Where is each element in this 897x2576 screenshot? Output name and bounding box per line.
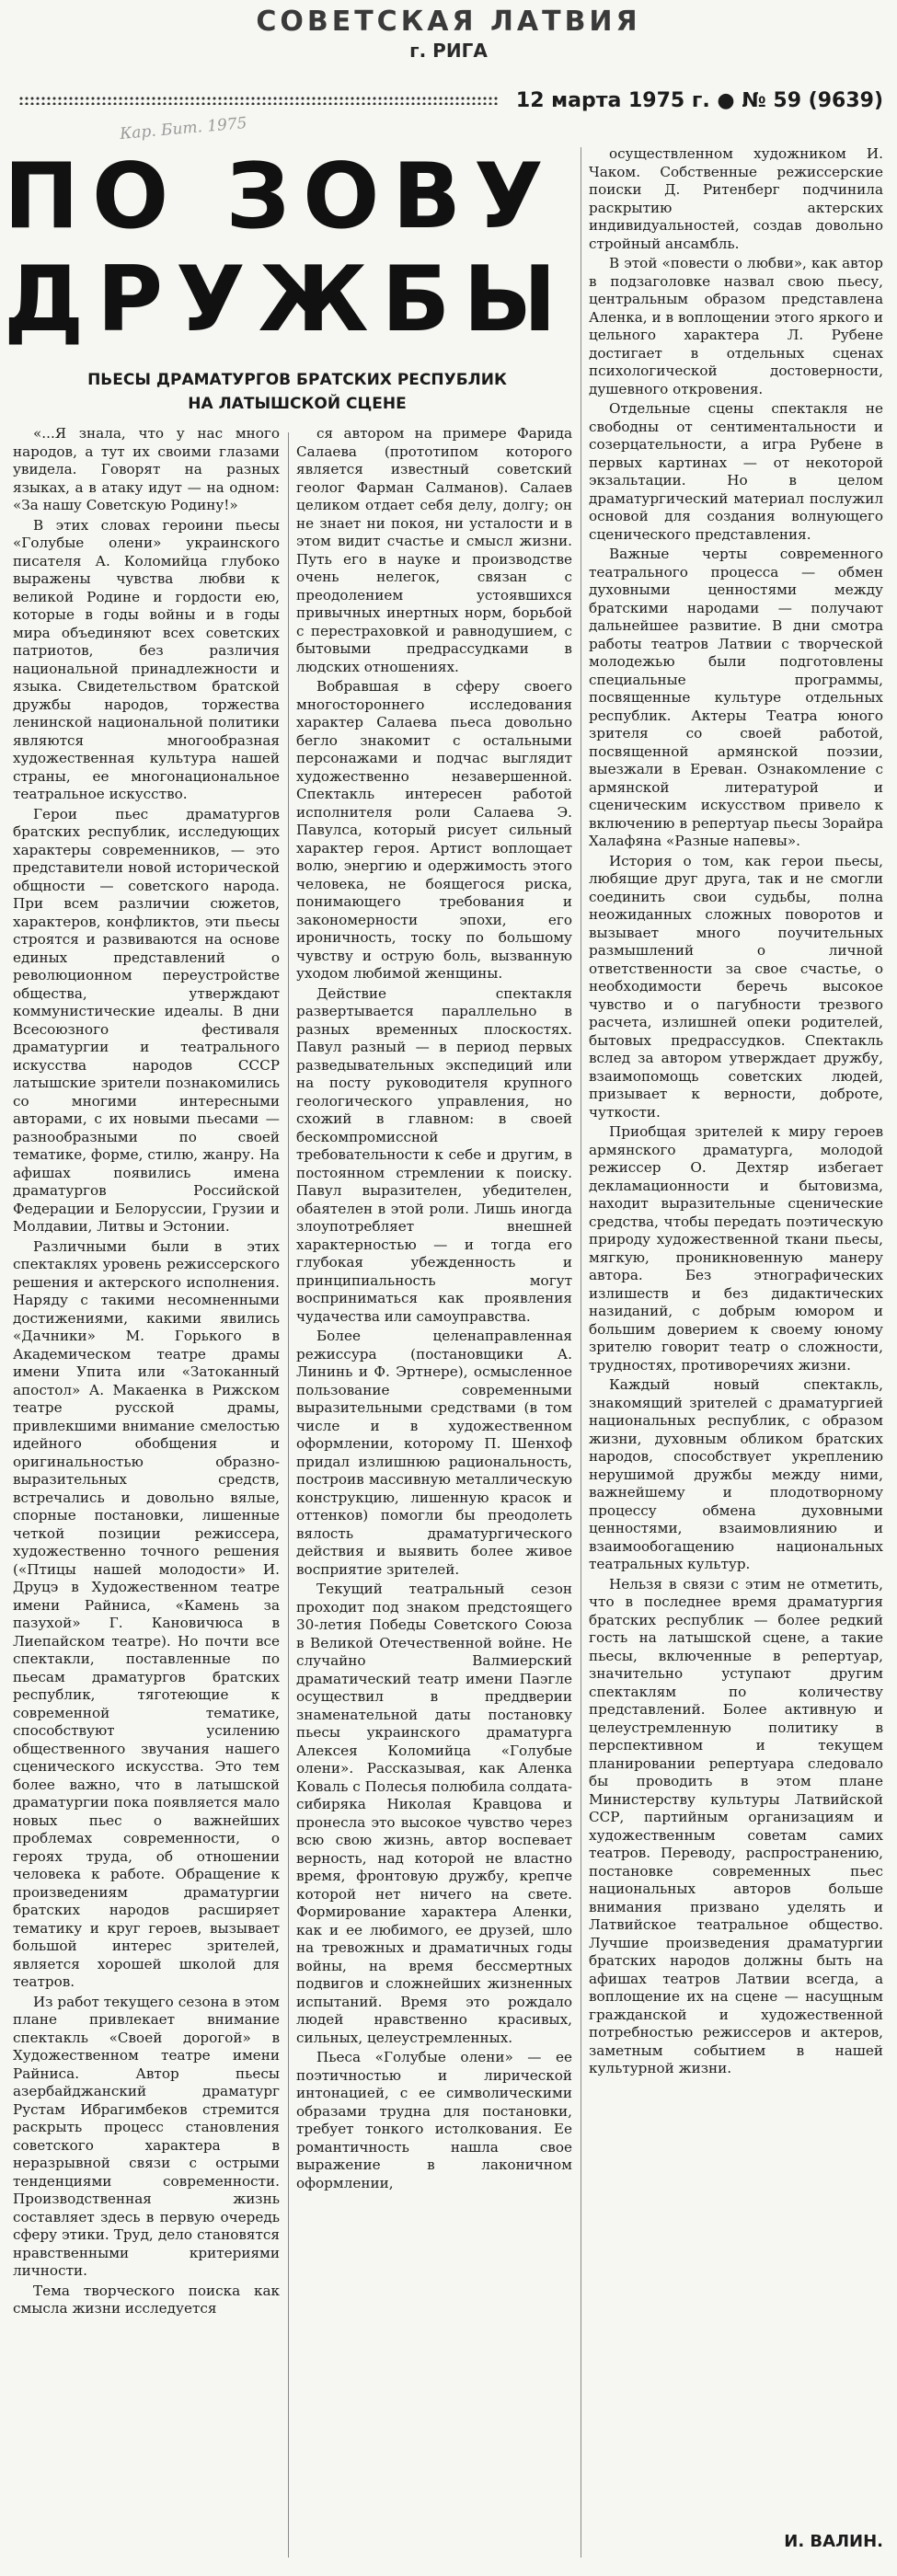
paragraph: Герои пьес драматургов братских республик, исследующих характеры современников, — это представители новой исторической общности — советского народа. При всем различии сюжетов, характеров, конфликтов, эти пьесы строятся и развиваются на основе единых представлений о революционном переустройстве общества, утверждают коммунистические идеалы. В дни Всесоюзного фестиваля драматургии и театрального искусства народов СССР латышские зрители познакомились со многими интересными авторами, с их новыми пьесами — разнообразными по своей тематике, форме, стилю, жанру. На афишах появились имена драматургов Российской Федерации и Белоруссии, Грузии и Молдавии, Литвы и Эстонии. (13, 805, 280, 1235)
paragraph: Отдельные сцены спектакля не свободны от сентиментальности и созерцательности, а игра Рубене в первых картинах — от некоторой экзальтации. Но в целом драматургический материал послужил основой для создания волнующего сценического представления. (589, 400, 883, 543)
dotted-rule (18, 96, 500, 105)
newspaper-title: СОВЕТСКАЯ ЛАТВИЯ (256, 6, 641, 38)
paragraph: осуществленном художником И. Чаком. Собственные режиссерские поиски Д. Ритенберг подчинила раскрытию актерских индивидуальностей, создав довольно стройный ансамбль. (589, 145, 883, 252)
issue-date-number: 12 марта 1975 г. ● № 59 (9639) (515, 88, 883, 112)
paragraph: Приобщая зрителей к миру героев армянского драматурга, молодой режиссер О. Дехтяр избегает декламационности и бытовизма, находит выразительные сценические средства, чтобы передать поэтическую природу художественной ткани пьесы, мягкую, проникновенную манеру автора. Без этнографических излишеств и без дидактических назиданий, с добрым юмором и большим доверием к своему юному зрителю говорит театр о сложности, трудностях, противоречиях жизни. (589, 1123, 883, 1374)
paragraph: Вобравшая в сферу своего многостороннего исследования характер Салаева пьеса довольно бегло знакомит с остальными персонажами и подчас выглядит художественно незавершенной. Спектакль интересен работой исполнителя роли Салаева Э. Павулса, который рисует сильный характер героя. Артист воплощает волю, энергию и одержимость этого человека, не боящегося риска, понимающего требования и закономерности эпохи, его ироничность, тоску по большому чувству и острую боль, вызванную уходом любимой женщины. (296, 678, 572, 982)
article-column-1 (13, 425, 280, 2565)
newspaper-city: г. РИГА (409, 40, 488, 62)
paragraph: Из работ текущего сезона в этом плане привлекает внимание спектакль «Своей дорогой» в Художественном театре имени Райниса. Автор пьесы азербайджанский драматург Рустам Ибрагимбеков стремится раскрыть процесс становления советского характера в неразрывной связи с острыми тенденциями современности. Производственная жизнь составляет здесь в первую очередь сферу этики. Труд, дело становятся нравственными критериями личности. (13, 1993, 280, 2279)
paragraph: ся автором на примере Фарида Салаева (прототипом которого является известный советский геолог Фарман Салманов). Салаев целиком отдает себя делу, долгу; он не знает ни покоя, ни усталости и в этом видит счастье и смысл жизни. Путь его в науке и производстве очень нелегок, связан с преодолением устоявшихся привычных инертных норм, борьбой с перестраховкой и равнодушием, с бытовыми предрассудками в людских отношениях. (296, 425, 572, 675)
paragraph: В этих словах героини пьесы «Голубые олени» украинского писателя А. Коломийца глубоко выражены чувства любви к великой Родине и гордости ею, которые в годы войны и в годы мира объединяют всех советских патриотов, без различия национальной принадлежности и языка. Свидетельством братской дружбы народов, торжества ленинской национальной политики являются многообразная художественная культура нашей страны, ее многонациональное театральное искусство. (13, 516, 280, 802)
article-subheadline: ПЬЕСЫ ДРАМАТУРГОВ БРАТСКИХ РЕСПУБЛИК НА ЛАТЫШСКОЙ СЦЕНЕ (87, 371, 507, 413)
paragraph: Каждый новый спектакль, знакомящий зрителей с драматургией национальных республик, с образом жизни, духовным обликом братских народов, способствует укреплению нерушимой дружбы между ними, важнейшему и плодотворному процессу обмена духовными ценностями, взаимовлиянию и взаимообогащению национальных театральных культур. (589, 1376, 883, 1572)
dateline (18, 88, 883, 112)
handwritten-note: Кар. Бит. 1975 (119, 113, 248, 144)
article-headline: ПО ЗОВУ ДРУЖБЫ (4, 144, 569, 352)
paragraph: Более целенаправленная режиссура (постановщики А. Лининь и Ф. Эртнере), осмысленное пользование современными выразительными средствами (в том числе и в художественном оформлении, которому П. Шенхоф придал излишнюю рациональность, построив массивную металлическую конструкцию, лишенную красок и оттенков) помогли бы преодолеть вялость драматургического действия и выявить более живое восприятие зрителей. (296, 1328, 572, 1578)
paragraph: История о том, как герои пьесы, любящие друг друга, так и не смогли соединить свои судьбы, полна неожиданных сложных поворотов и вызывает много поучительных размышлений о личной ответственности за свое счастье, о необходимости беречь высокое чувство и о пагубности трезвого расчета, излишней опеки родителей, бытовых предрассудков. Спектакль вслед за автором утверждает дружбу, взаимопомощь советских людей, призывает к верности, доброте, чуткости. (589, 852, 883, 1121)
masthead (0, 6, 897, 62)
paragraph: Текущий театральный сезон проходит под знаком предстоящего 30-летия Победы Советского Союза в Великой Отечественной войне. Не случайно Валмиерский драматический театр имени Паэгле осуществил в преддверии знаменательной даты постановку пьесы украинского драматурга Алексея Коломийца «Голубые олени». Рассказывая, как Аленка Коваль с Полесья полюбила солдата-сибиряка Николая Кравцова и пронесла это высокое чувство через всю свою жизнь, автор воспевает верность, над которой не властно время, фронтовую дружбу, крепче которой нет ничего на свете. Формирование характера Аленки, как и ее любимого, ее друзей, шло на тревожных и драматичных годы войны, на время бессмертных подвигов и сложнейших жизненных испытаний. Время это рождало людей нравственно красивых, сильных, целеустремленных. (296, 1581, 572, 2046)
column-rule (288, 432, 289, 2558)
paragraph: «...Я знала, что у нас много народов, а тут их своими глазами увидела. Говорят на разных языках, а в атаку идут — на одном: «За нашу Советскую Родину!» (13, 425, 280, 513)
article-column-3 (589, 145, 883, 2528)
author-signature: И. ВАЛИН. (784, 2532, 883, 2551)
paragraph: Различными были в этих спектаклях уровень режиссерского решения и актерского исполнения. Наряду с такими несомненными достижениями, какими явились «Дачники» М. Горького в Академическом театре драмы имени Упита или «Затоканный апостол» А. Макаенка в Рижском театре русской драмы, привлекшими внимание смелостью идейного обобщения и оригинальностью образно-выразительных средств, встречались и довольно вялые, спорные постановки, лишенные четкой позиции режиссера, художественно точного решения («Птицы нашей молодости» И. Друцэ в Художественном театре имени Райниса, «Камень за пазухой» Г. Кановичюса в Лиепайском театре). Но почти все спектакли, поставленные по пьесам драматургов братских республик, тяготеющие к современной тематике, способствуют усилению общественного звучания нашего сценического искусства. Это тем более важно, что в латышской драматургии пока появляется мало новых пьес о важнейших проблемах современности, о героях труда, об отношении человека к работе. Обращение к произведениям драматургии братских народов расширяет тематику и круг героев, вызывает большой интерес зрителей, является хорошей школой для театров. (13, 1237, 280, 1990)
paragraph: Нельзя в связи с этим не отметить, что в последнее время драматургия братских республик — более редкий гость на латышской сцене, а такие пьесы, включенные в репертуар, значительно уступают другим спектаклям по количеству представлений. Более активную и целеустремленную политику в перспективном и текущем планировании репертуара следовало бы проводить в этом плане Министерству культуры Латвийской ССР, партийным организациям и художественным советам самих театров. Переводу, распространению, постановке современных пьес национальных авторов больше внимания призвано уделять и Латвийское театральное общество. Лучшие произведения драматургии братских народов должны быть на афишах театров Латвии всегда, а воплощение их на сцене — насущным гражданской и художественной потребностью режиссеров и актеров, заметным событием в нашей культурной жизни. (589, 1575, 883, 2076)
paragraph: Важные черты современного театрального процесса — обмен духовными ценностями между братскими народами — получают дальнейшее развитие. В дни смотра работы театров Латвии с творческой молодежью были подготовлены специальные программы, посвященные культуре отдельных республик. Актеры Театра юного зрителя со своей работой, посвященной армянской поэзии, выезжали в Ереван. Ознакомление с армянской литературой и сценическим искусством привело к включению в репертуар пьесы Зорайра Халафяна «Разные напевы». (589, 546, 883, 849)
paragraph: Действие спектакля развертывается параллельно в разных временных плоскостях. Павул разный — в период первых разведывательных экспедиций или на посту руководителя крупного геологического управления, но схожий в главном: в своей бескомпромиссной требовательности к себе и другим, в постоянном стремлении к поиску. Павул выразителен, убедителен, обаятелен в этой роли. Лишь иногда злоупотребляет внешней характерностью — и тогда его глубокая убежденность и принципиальность могут восприниматься как проявления чудачества или самоуправства. (296, 984, 572, 1325)
paragraph: В этой «повести о любви», как автор в подзаголовке назвал свою пьесу, центральным образом представлена Аленка, и в воплощении этого яркого и цельного характера Л. Рубене достигает в отдельных сценах психологической достоверности, душевного откровения. (589, 255, 883, 397)
article-column-2 (296, 425, 572, 2565)
paragraph: Пьеса «Голубые олени» — ее поэтичностью и лирической интонацией, с ее символическими образами трудна для постановки, требует тонкого истолкования. Ее романтичность нашла свое выражение в лаконичном оформлении, (296, 2049, 572, 2191)
paragraph: Тема творческого поиска как смысла жизни исследуется (13, 2282, 280, 2317)
